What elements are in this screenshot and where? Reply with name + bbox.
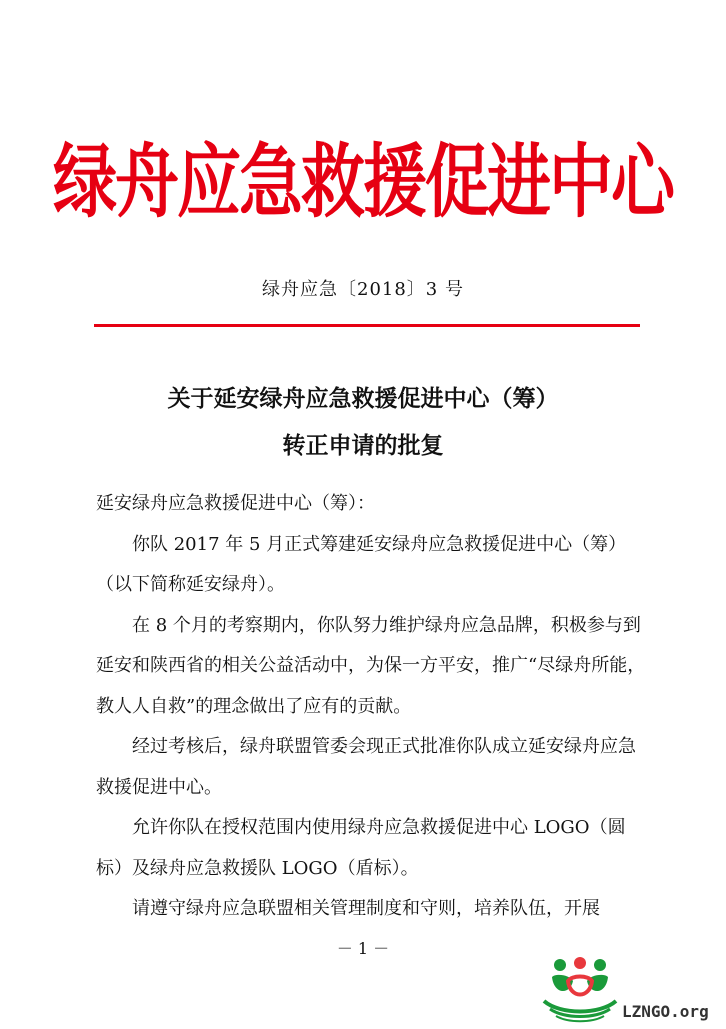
document-body (96, 484, 646, 930)
document-title-line-1: 关于延安绿舟应急救援促进中心（筹） (167, 386, 559, 412)
paragraph: 经过考核后，绿舟联盟管委会现正式批准你队成立延安绿舟应急救援促进中心。 (96, 736, 636, 798)
org-name-header: 绿舟应急救援促进中心 (53, 135, 673, 230)
paragraph: 允许你队在授权范围内使用绿舟应急救援促进中心 LOGO（圆标）及绿舟应急救援队 LOGO（盾标）。 (96, 817, 626, 879)
paragraph: 你队 2017 年 5 月正式筹建延安绿舟应急救援促进中心（筹）（以下简称延安绿舟）。 (96, 533, 627, 595)
document-title-line-2: 转正申请的批复 (282, 433, 444, 459)
page-number: － 1 － (336, 939, 390, 958)
watermark-text: LZNGO.org (622, 1002, 709, 1021)
red-divider (94, 324, 640, 327)
salutation: 延安绿舟应急救援促进中心（筹）： (96, 493, 375, 514)
paragraph: 在 8 个月的考察期内，你队努力维护绿舟应急品牌，积极参与到延安和陕西省的相关公益活动中，为保一方平安，推广“尽绿舟所能，教人人自救”的理念做出了应有的贡献。 (96, 614, 646, 717)
document-number: 绿舟应急〔2018〕3 号 (262, 279, 464, 300)
lzngo-logo-icon (540, 955, 620, 1025)
paragraph: 请遵守绿舟应急联盟相关管理制度和守则，培养队伍，开展 (132, 898, 600, 919)
